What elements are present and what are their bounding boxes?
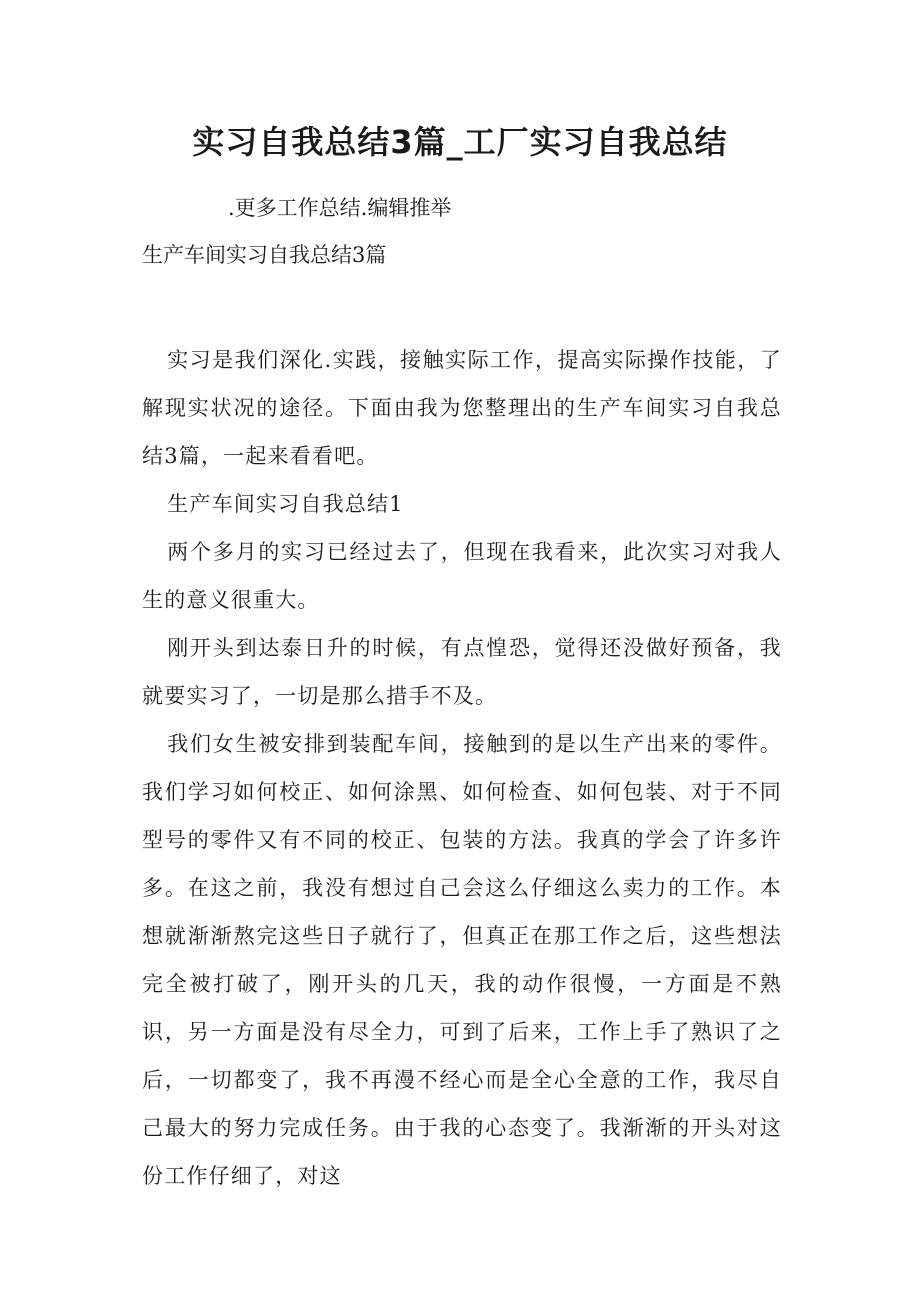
document-title: 实习自我总结3篇_工厂实习自我总结	[192, 123, 728, 161]
document-body	[142, 336, 782, 1200]
paragraph-intro: 实习是我们深化.实践，接触实际工作，提高实际操作技能，了解现实状况的途径。下面由我为您整理出的生产车间实习自我总结3篇，一起来看看吧。	[142, 348, 782, 468]
section-heading: 生产车间实习自我总结1	[167, 492, 404, 516]
editor-note: .更多工作总结.编辑推举	[228, 196, 452, 220]
paragraph: 两个多月的实习已经过去了，但现在我看来，此次实习对我人生的意义很重大。	[142, 540, 782, 612]
paragraph: 我们女生被安排到装配车间，接触到的是以生产出来的零件。我们学习如何校正、如何涂黑、如何检查、如何包装、对于不同型号的零件又有不同的校正、包装的方法。我真的学会了许多许多。在这之前，我没有想过自己会这么仔细这么卖力的工作。本想就渐渐熬完这些日子就行了，但真正在那工作之后，这些想法完全被打破了，刚开头的几天，我的动作很慢，一方面是不熟识，另一方面是没有尽全力，可到了后来，工作上手了熟识了之后，一切都变了，我不再漫不经心而是全心全意的工作，我尽自己最大的努力完成任务。由于我的心态变了。我渐渐的开头对这份工作仔细了，对这	[142, 732, 782, 1188]
document-subtitle: 生产车间实习自我总结3篇	[142, 243, 387, 267]
paragraph: 刚开头到达泰日升的时候，有点惶恐，觉得还没做好预备，我就要实习了，一切是那么措手不及。	[142, 636, 782, 708]
